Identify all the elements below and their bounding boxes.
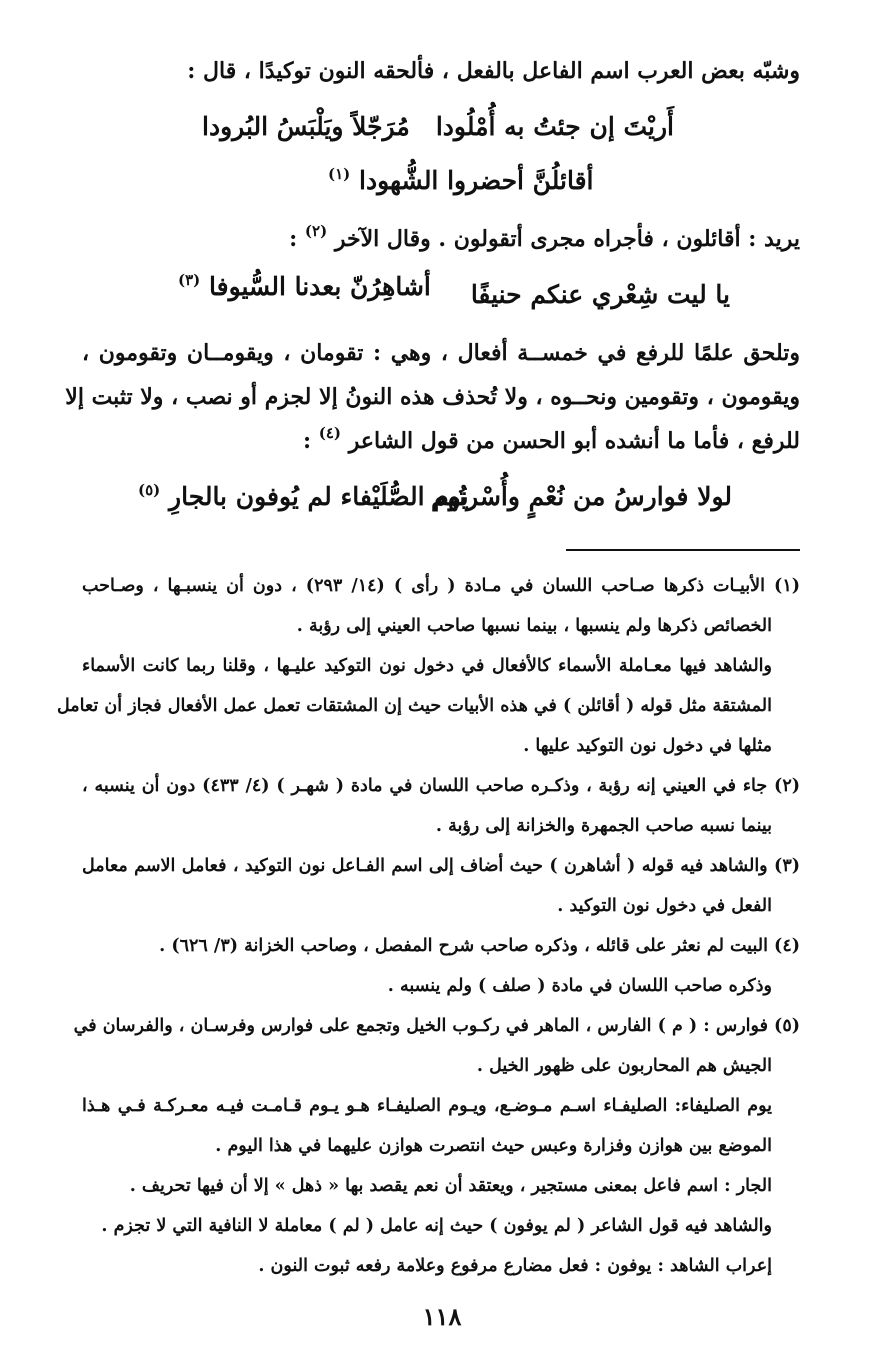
footnote-1-line-4: المشتقة مثل قوله ( أقائلن ) في هذه الأبيات حيث إن المشتقات تعمل عمل الأفعال فجاز أن تعامل [57,696,772,716]
explanation-line [289,222,800,252]
paragraph-line-3-colon: : [302,428,312,454]
footnote-1-line-5: مثلها في دخول نون التوكيد عليها . [523,736,772,756]
verse3-hemistich-2 [138,482,469,511]
paragraph-line-3-text: للرفع ، فأما ما أنشده أبو الحسن من قول الشاعر [348,428,800,454]
footnote-ref-2: (٢) [304,222,328,240]
paragraph-line-2: ويقومون ، وتقومين ونحــوه ، ولا تُحذف هذه النونُ إلا لجزم أو نصب ، ولا تثبت إلا [65,384,800,410]
footnote-5-line-7: إعراب الشاهد : يوفون : فعل مضارع مرفوع وعلامة رفعه ثبوت النون . [258,1256,772,1276]
footnote-5-line-1: (٥) فوارس : ( م ) الفارس ، الماهر في ركـوب الخيل وتجمع على فوارس وفرسـان ، والفرسان في [73,1016,800,1036]
footnote-5-line-2: الجيش هم المحاربون على ظهور الخيل . [476,1056,772,1076]
verse1-hemistich-3-text: أقائلُنَّ أحضروا الشُّهودا [359,166,594,195]
footnote-ref-3: (٣) [178,271,201,289]
footnote-ref-4: (٤) [318,424,342,442]
paragraph-line-3 [302,424,800,454]
footnote-1-line-1: (١) الأبيـات ذكرها صـاحب اللسان في مـادة ( رأى ) (١٤/ ٢٩٣) ، دون أن ينسبـها ، وصـاحب [82,576,801,596]
footnote-5-line-4: الموضع بين هوازن وفزارة وعبس حيث انتصرت هوازن عليهما في هذا اليوم . [215,1136,772,1156]
footnote-ref-1: (١) [328,165,351,183]
verse3-hemistich-2-text: يوم الصُّلَيْفاء لم يُوفون بالجارِ [169,482,469,511]
verse2-hemistich-2-text: أشاهِرُنّ بعدنا السُّيوفا [209,272,431,301]
verse2-hemistich-1: يا ليت شِعْري عنكم حنيفًا [470,280,730,309]
footnote-2-line-1: (٢) جاء في العيني إنه رؤبة ، وذكـره صاحب اللسان في مادة ( شهـر ) (٤/ ٤٣٣) دون أن ينسبه ، [82,776,800,796]
footnote-5-line-5: الجار : اسم فاعل بمعنى مستجير ، ويعتقد أن نعم يقصد بها « ذهل » إلا أن فيها تحريف . [129,1176,772,1196]
verse3-hemistich-1: لولا فوارسُ من نُعْمٍ وأُسْرتُهم [431,482,732,511]
footnote-2-line-2: بينما نسبه صاحب الجمهرة والخزانة إلى رؤبة . [435,816,772,836]
verse1-hemistich-3 [328,166,593,195]
footnote-separator [566,549,800,551]
page-number: ١١٨ [422,1302,462,1331]
intro-line: وشبّه بعض العرب اسم الفاعل بالفعل ، فألحقه النون توكيدًا ، قال : [187,58,800,84]
footnote-1-line-2: الخصائص ذكرها ولم ينسبها ، بينما نسبها صاحب العيني إلى رؤبة . [296,616,772,636]
explanation-text: يريد : أقائلون ، فأجراه مجرى أتقولون . وقال الآخر [334,226,800,252]
footnote-5-line-3: يوم الصليفاء: الصليفـاء اسـم مـوضـع، ويـوم الصليفـاء هـو يـوم قـامـت فيـه معـركـة فـي هـذا [82,1096,772,1116]
footnote-5-line-6: والشاهد فيه قول الشاعر ( لم يوفون ) حيث إنه عامل ( لم ) معاملة لا النافية التي لا تجزم . [101,1216,772,1236]
verse2-hemistich-2 [178,272,431,301]
explanation-colon: : [289,226,298,252]
footnote-ref-5: (٥) [138,481,161,499]
footnote-3-line-2: الفعل في دخول نون التوكيد . [557,896,772,916]
verse1-hemistich-1: أَريْتَ إن جئتُ به أُمْلُودا [435,112,674,141]
footnote-4-line-1: (٤) البيت لم نعثر على قائله ، وذكره صاحب شرح المفصل ، وصاحب الخزانة (٣/ ٦٢٦) . [159,936,800,956]
verse1-hemistich-2: مُرَجّلاً ويَلْبَسُ البُرودا [202,112,410,141]
footnote-4-line-2: وذكره صاحب اللسان في مادة ( صلف ) ولم ينسبه . [387,976,772,996]
footnote-1-line-3: والشاهد فيها معـاملة الأسماء كالأفعال في دخول نون التوكيد عليـها ، وقلنا ربما كانت الأسماء [82,656,772,676]
footnote-3-line-1: (٣) والشاهد فيه قوله ( أشاهرن ) حيث أضاف إلى اسم الفـاعل نون التوكيد ، فعامل الاسم معامل [82,856,800,876]
paragraph-line-1: وتلحق علمًا للرفع في خمســة أفعال ، وهي : تقومان ، ويقومــان وتقومون ، [82,340,800,366]
